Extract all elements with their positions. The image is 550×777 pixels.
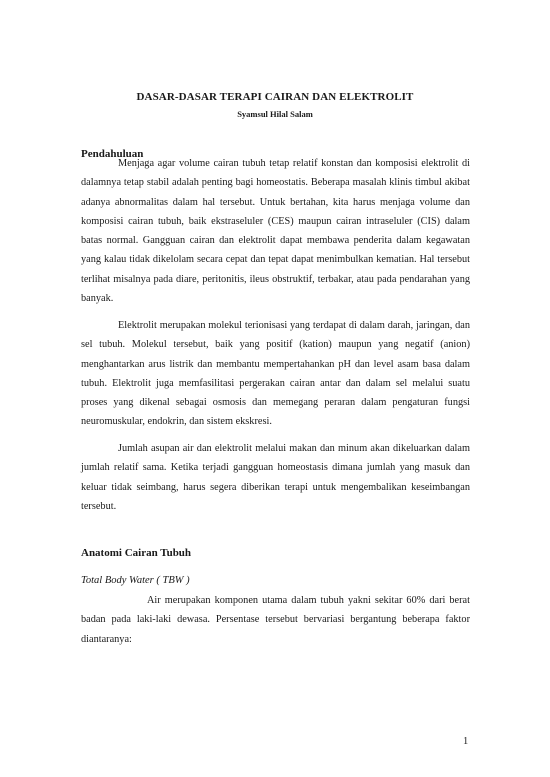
paragraph: Jumlah asupan air dan elektrolit melalui makan dan minum akan dikeluarkan dalam jumlah relatif sama. Ketika terjadi gangguan homeostasis dimana jumlah yang masuk dan keluar tidak seimbang, harus segera diberikan terapi untuk mengembalikan keseimbangan tersebut.	[81, 443, 470, 512]
paragraph: Menjaga agar volume cairan tubuh tetap relatif konstan dan komposisi elektrolit di dalamnya tetap stabil adalah penting bagi homeostatis. Beberapa masalah klinis timbul akibat adanya abnormalitas dalam hal tersebut. Untuk bertahan, kita harus menjaga volume dan komposisi cairan tubuh, baik ekstraseluler (CES) maupun cairan intraseluler (CIS) dalam batas normal. Gangguan cairan dan elektrolit dapat membawa penderita dalam kegawatan yang kalau tidak dikelolam secara cepat dan tepat dapat menimbulkan kematian. Hal tersebut terlihat misalnya pada diare, peritonitis, ileus obstruktif, terbakar, atau pada pendarahan yang banyak.	[81, 158, 470, 305]
page-number: 1	[463, 736, 469, 747]
paragraph: Air merupakan komponen utama dalam tubuh yakni sekitar 60% dari berat badan pada laki-laki dewasa. Persentase tersebut bervariasi bergantung beberapa faktor diantaranya:	[81, 595, 470, 645]
section-heading-anatomi: Anatomi Cairan Tubuh	[81, 547, 192, 559]
subsection-heading-tbw: Total Body Water ( TBW )	[81, 575, 190, 586]
document-title: DASAR-DASAR TERAPI CAIRAN DAN ELEKTROLIT	[136, 91, 414, 103]
section-heading-pendahuluan: Pendahuluan	[81, 148, 144, 160]
document-author: Syamsul Hilal Salam	[237, 109, 313, 119]
paragraph: Elektrolit merupakan molekul terionisasi yang terdapat di dalam darah, jaringan, dan sel tubuh. Molekul tersebut, baik yang positif (kation) maupun yang negatif (anion) menghantarkan arus listrik dan membantu mempertahankan pH dan level asam basa dalam tubuh. Elektrolit juga memfasilitasi pergerakan cairan antar dan dalam sel melalui suatu proses yang dikenal sebagai osmosis dan memegang peraran dalam pengaturan fungsi neuromuskular, endokrin, dan sistem ekskresi.	[81, 320, 470, 428]
